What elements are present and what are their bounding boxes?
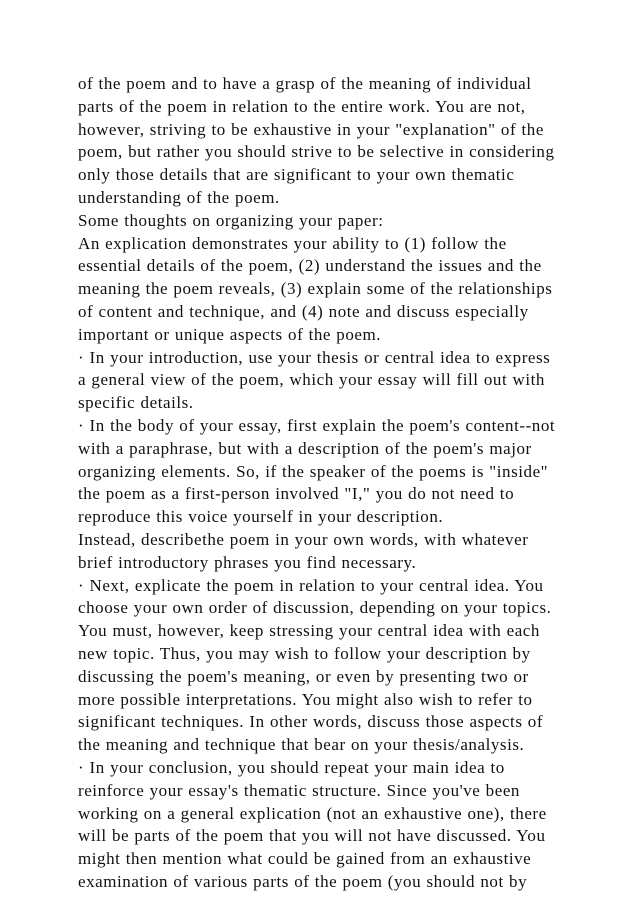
text-line: choose your own order of discussion, depending on your topics. xyxy=(78,598,552,618)
text-line: reinforce your essay's thematic structure. Since you've been xyxy=(78,780,520,800)
text-line: poem, but rather you should strive to be selective in considering xyxy=(78,142,555,162)
text-line: You must, however, keep stressing your central idea with each xyxy=(78,621,540,641)
bullet-line: · In the body of your essay, first explain the poem's content--not xyxy=(78,415,556,435)
bullet-line: · Next, explicate the poem in relation to your central idea. You xyxy=(78,575,544,595)
text-line: organizing elements. So, if the speaker of the poems is "inside" xyxy=(78,461,549,481)
text-line: Instead, describethe poem in your own words, with whatever xyxy=(78,529,529,549)
text-line: reproduce this voice yourself in your description. xyxy=(78,507,444,527)
text-line: brief introductory phrases you find necessary. xyxy=(78,552,417,572)
text-line: understanding of the poem. xyxy=(78,187,280,207)
text-line: An explication demonstrates your ability to (1) follow the xyxy=(78,233,507,253)
body-text xyxy=(78,73,578,894)
text-line: with a paraphrase, but with a description of the poem's major xyxy=(78,438,532,458)
text-line: meaning the poem reveals, (3) explain some of the relationships xyxy=(78,279,553,299)
text-line: a general view of the poem, which your essay will fill out with xyxy=(78,370,545,390)
text-line: discussing the poem's meaning, or even by presenting two or xyxy=(78,666,529,686)
text-line: specific details. xyxy=(78,393,194,413)
bullet-line: · In your conclusion, you should repeat your main idea to xyxy=(78,757,505,777)
text-line: the meaning and technique that bear on your thesis/analysis. xyxy=(78,735,525,755)
text-line: however, striving to be exhaustive in your "explanation" of the xyxy=(78,119,544,139)
text-line: important or unique aspects of the poem. xyxy=(78,324,382,344)
text-line: significant techniques. In other words, discuss those aspects of xyxy=(78,712,544,732)
text-line: might then mention what could be gained from an exhaustive xyxy=(78,849,532,869)
text-line: examination of various parts of the poem (you should not by xyxy=(78,871,528,891)
bullet-line: · In your introduction, use your thesis or central idea to express xyxy=(78,347,551,367)
text-line: only those details that are significant to your own thematic xyxy=(78,165,515,185)
text-line: of content and technique, and (4) note and discuss especially xyxy=(78,301,529,321)
text-line: of the poem and to have a grasp of the meaning of individual xyxy=(78,74,532,93)
text-line: new topic. Thus, you may wish to follow your description by xyxy=(78,643,531,663)
text-line: more possible interpretations. You might also wish to refer to xyxy=(78,689,533,709)
text-line: the poem as a first-person involved "I," you do not need to xyxy=(78,484,515,504)
text-line: essential details of the poem, (2) understand the issues and the xyxy=(78,256,542,276)
section-heading: Some thoughts on organizing your paper: xyxy=(78,210,384,230)
text-line: will be parts of the poem that you will not have discussed. You xyxy=(78,826,546,846)
text-line: working on a general explication (not an exhaustive one), there xyxy=(78,803,547,823)
text-line: parts of the poem in relation to the entire work. You are not, xyxy=(78,96,526,116)
